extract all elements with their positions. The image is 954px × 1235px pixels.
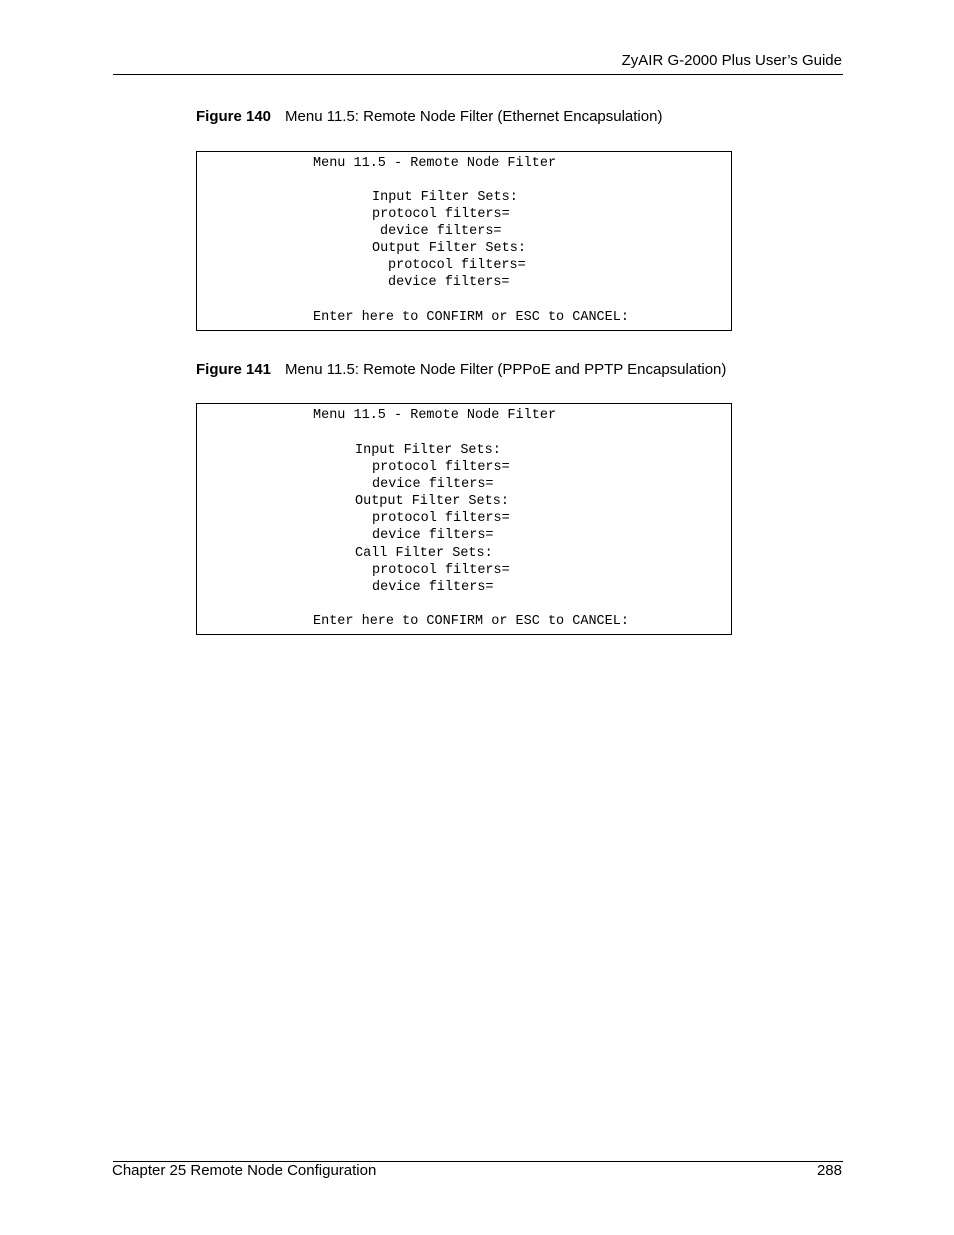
screen-line: device filters=: [372, 528, 494, 543]
screen-line: protocol filters=: [372, 460, 510, 475]
figure-141-title: Menu 11.5: Remote Node Filter (PPPoE and PPTP Encapsulation): [285, 361, 727, 378]
figure-141-terminal-screen: [196, 403, 732, 635]
figure-140-caption: [196, 107, 662, 127]
screen-line: device filters=: [372, 477, 494, 492]
screen-line: device filters=: [388, 275, 510, 290]
screen-prompt: Enter here to CONFIRM or ESC to CANCEL:: [313, 310, 629, 325]
screen-line: Output Filter Sets:: [372, 241, 526, 256]
figure-141-label: Figure 141: [196, 361, 272, 378]
screen-line: Menu 11.5 - Remote Node Filter: [313, 156, 557, 171]
document-title: ZyAIR G-2000 Plus User’s Guide: [621, 52, 842, 69]
screen-prompt: Enter here to CONFIRM or ESC to CANCEL:: [313, 614, 629, 629]
screen-line: protocol filters=: [372, 563, 510, 578]
screen-line: device filters=: [372, 580, 494, 595]
figure-141-caption: [196, 360, 726, 380]
screen-line: protocol filters=: [372, 207, 510, 222]
screen-line: Call Filter Sets:: [355, 546, 493, 561]
figure-140-label: Figure 140: [196, 108, 272, 125]
screen-line: Output Filter Sets:: [355, 494, 509, 509]
screen-line: protocol filters=: [388, 258, 526, 273]
screen-line: protocol filters=: [372, 511, 510, 526]
figure-140-title: Menu 11.5: Remote Node Filter (Ethernet Encapsulation): [285, 108, 663, 125]
screen-line: Input Filter Sets:: [355, 443, 501, 458]
screen-line: Menu 11.5 - Remote Node Filter: [313, 408, 557, 423]
footer-chapter: Chapter 25 Remote Node Configuration: [112, 1162, 377, 1179]
header-rule: [113, 74, 843, 75]
figure-140-terminal-screen: [196, 151, 732, 331]
footer-page-number: 288: [816, 1162, 842, 1179]
screen-line: device filters=: [380, 224, 502, 239]
screen-line: Input Filter Sets:: [372, 190, 518, 205]
